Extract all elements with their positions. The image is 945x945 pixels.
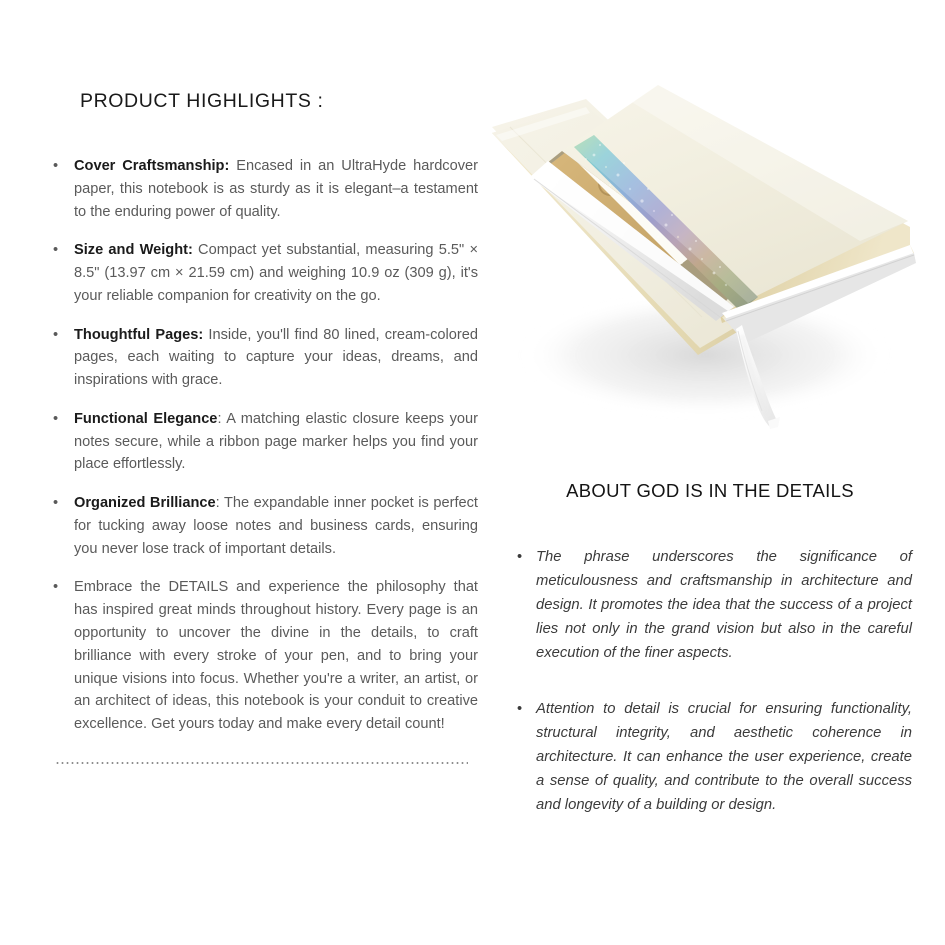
list-item-label: Organized Brilliance	[74, 495, 216, 512]
about-column	[490, 55, 930, 850]
list-item-label: Thoughtful Pages:	[74, 326, 204, 343]
list-item-label: Cover Craftsmanship:	[74, 158, 230, 174]
list-item	[512, 698, 912, 818]
product-photo	[490, 55, 930, 440]
list-item	[48, 492, 478, 560]
list-item	[48, 324, 478, 392]
list-item	[48, 408, 478, 476]
list-item-text: Embrace the DETAILS and experience the philosophy that has inspired great minds throughout history. Every page is an opportunity to uncover the divine in the details, to craft brilliance with every stroke of your pen, and to bring your unique visions into focus. Whether you're a writer, an artist, or an architect of ideas, this notebook is your conduit to creative excellence. Get yours today and make every detail count!	[74, 579, 478, 733]
list-item-text: Encased in an UltraHyde hardcover paper, this notebook is as sturdy as it is elegant–a testament to the enduring power of quality.	[74, 158, 478, 220]
product-highlights-column	[48, 90, 478, 764]
bullet-icon: •	[53, 242, 59, 259]
bullet-icon: •	[53, 410, 59, 427]
list-item	[48, 155, 478, 223]
bullet-icon: •	[53, 579, 59, 596]
list-item	[48, 576, 478, 735]
notebook-illustration	[490, 55, 930, 440]
list-item-text: The phrase underscores the significance of meticulousness and craftsmanship in architecture and design. It promotes the idea that the success of a project lies not only in the grand vision but also in the careful execution of the finer aspects.	[536, 549, 912, 661]
bullet-icon: •	[517, 700, 523, 717]
list-item-label: Size and Weight:	[74, 242, 193, 259]
section-divider	[55, 762, 468, 764]
list-item	[512, 546, 912, 666]
list-item-label: Functional Elegance	[74, 410, 218, 427]
bullet-icon: •	[517, 549, 523, 565]
product-highlights-list	[48, 155, 478, 736]
list-item-text: : A matching elastic closure keeps your notes secure, while a ribbon page marker helps you find your place effortlessly.	[74, 410, 478, 473]
page-title: PRODUCT HIGHLIGHTS :	[80, 90, 324, 112]
about-list	[512, 546, 912, 818]
list-item-text: Compact yet substantial, measuring 5.5" × 8.5" (13.97 cm × 21.59 cm) and weighing 10.9 oz (309 g), it's your reliable companion for creativity on the go.	[74, 242, 478, 304]
bullet-icon: •	[53, 158, 59, 174]
bullet-icon: •	[53, 495, 59, 512]
list-item-text: : The expandable inner pocket is perfect for tucking away loose notes and business cards, ensuring you never lose track of important details.	[74, 495, 478, 557]
about-section-title: ABOUT GOD IS IN THE DETAILS	[566, 480, 854, 501]
list-item-text: Attention to detail is crucial for ensuring functionality, structural integrity, and aesthetic coherence in architecture. It can enhance the user experience, create a sense of quality, and contribute to the overall success and longevity of a building or design.	[536, 700, 912, 813]
list-item-text: Inside, you'll find 80 lined, cream-colored pages, each waiting to capture your ideas, dreams, and inspirations with grace.	[74, 326, 479, 389]
list-item	[48, 239, 478, 307]
bullet-icon: •	[53, 326, 59, 343]
